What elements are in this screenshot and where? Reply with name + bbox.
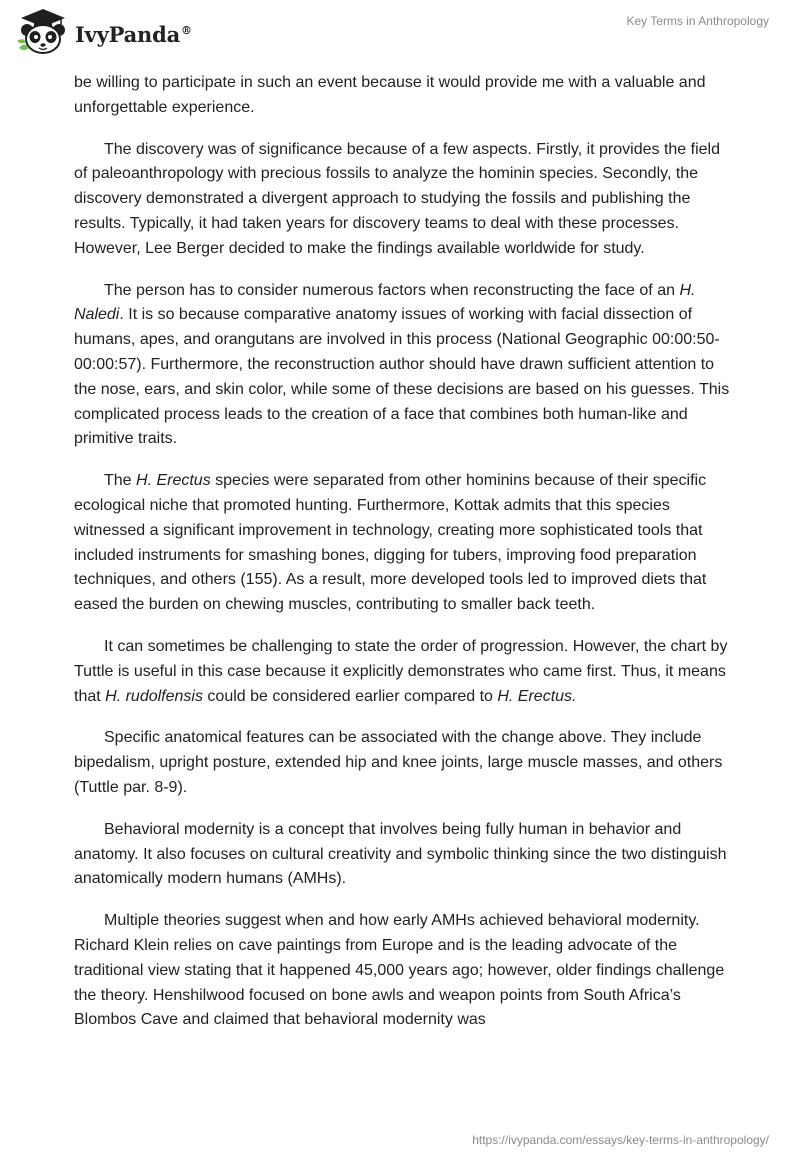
brand-name: IvyPanda® bbox=[75, 21, 192, 47]
paragraph: The person has to consider numerous factors when reconstructing the face of an H. Naledi. It is so because comparative anatomy issues of working with facial dissection of humans, apes, and orangutans are involved in this process (National Geographic 00:00:50-00:00:57). Furthermore, the reconstruction author should have drawn sufficient attention to the nose, ears, and skin color, while some of these decisions are based on his guesses. This complicated process leads to the creation of a face that combines both human-like and primitive traits. bbox=[74, 281, 730, 448]
page-header bbox=[0, 0, 800, 60]
panda-graduate-icon bbox=[15, 8, 71, 56]
source-url[interactable]: https://ivypanda.com/essays/key-terms-in-anthropology/ bbox=[472, 1133, 769, 1147]
document-title: Key Terms in Anthropology bbox=[626, 14, 769, 28]
paragraph: It can sometimes be challenging to state the order of progression. However, the chart by Tuttle is useful in this case because it explicitly demonstrates who came first. Thus, it means that H. rudolfensis could be considered earlier compared to H. Erectus. bbox=[74, 637, 728, 705]
paragraph: The H. Erectus species were separated from other hominins because of their specific ecological niche that promoted hunting. Furthermore, Kottak admits that this species witnessed a significant improvement in technology, creating more sophisticated tools that included instruments for smashing bones, digging for tubers, improving food preparation techniques, and others (155). As a result, more developed tools led to improved diets that eased the burden on chewing muscles, contributing to smaller back teeth. bbox=[74, 472, 707, 614]
paragraph: Multiple theories suggest when and how early AMHs achieved behavioral modernity. Richard Klein relies on cave paintings from Europe and is the leading advocate of the traditional view stating that it happened 45,000 years ago; however, older findings challenge the theory. Henshilwood focused on bone awls and weapon points from South Africa’s Blombos Cave and claimed that behavioral modernity was bbox=[74, 912, 725, 1029]
essay-body bbox=[74, 71, 734, 1050]
paragraph: The discovery was of significance because of a few aspects. Firstly, it provides the field of paleoanthropology with precious fossils to analyze the hominin species. Secondly, the discovery demonstrated a divergent approach to studying the fossils and publishing the results. Typically, it had taken years for discovery teams to deal with these processes. However, Lee Berger decided to make the findings available worldwide for study. bbox=[74, 140, 720, 257]
brand-logo[interactable] bbox=[15, 8, 192, 56]
paragraph: Specific anatomical features can be associated with the change above. They include bipedalism, upright posture, extended hip and knee joints, large muscle masses, and others (Tuttle par. 8-9). bbox=[74, 729, 723, 796]
paragraph: Behavioral modernity is a concept that involves being fully human in behavior and anatomy. It also focuses on cultural creativity and symbolic thinking since the two distinguish anatomically modern humans (AMHs). bbox=[74, 820, 727, 888]
paragraph: be willing to participate in such an event because it would provide me with a valuable and unforgettable experience. bbox=[74, 74, 706, 116]
